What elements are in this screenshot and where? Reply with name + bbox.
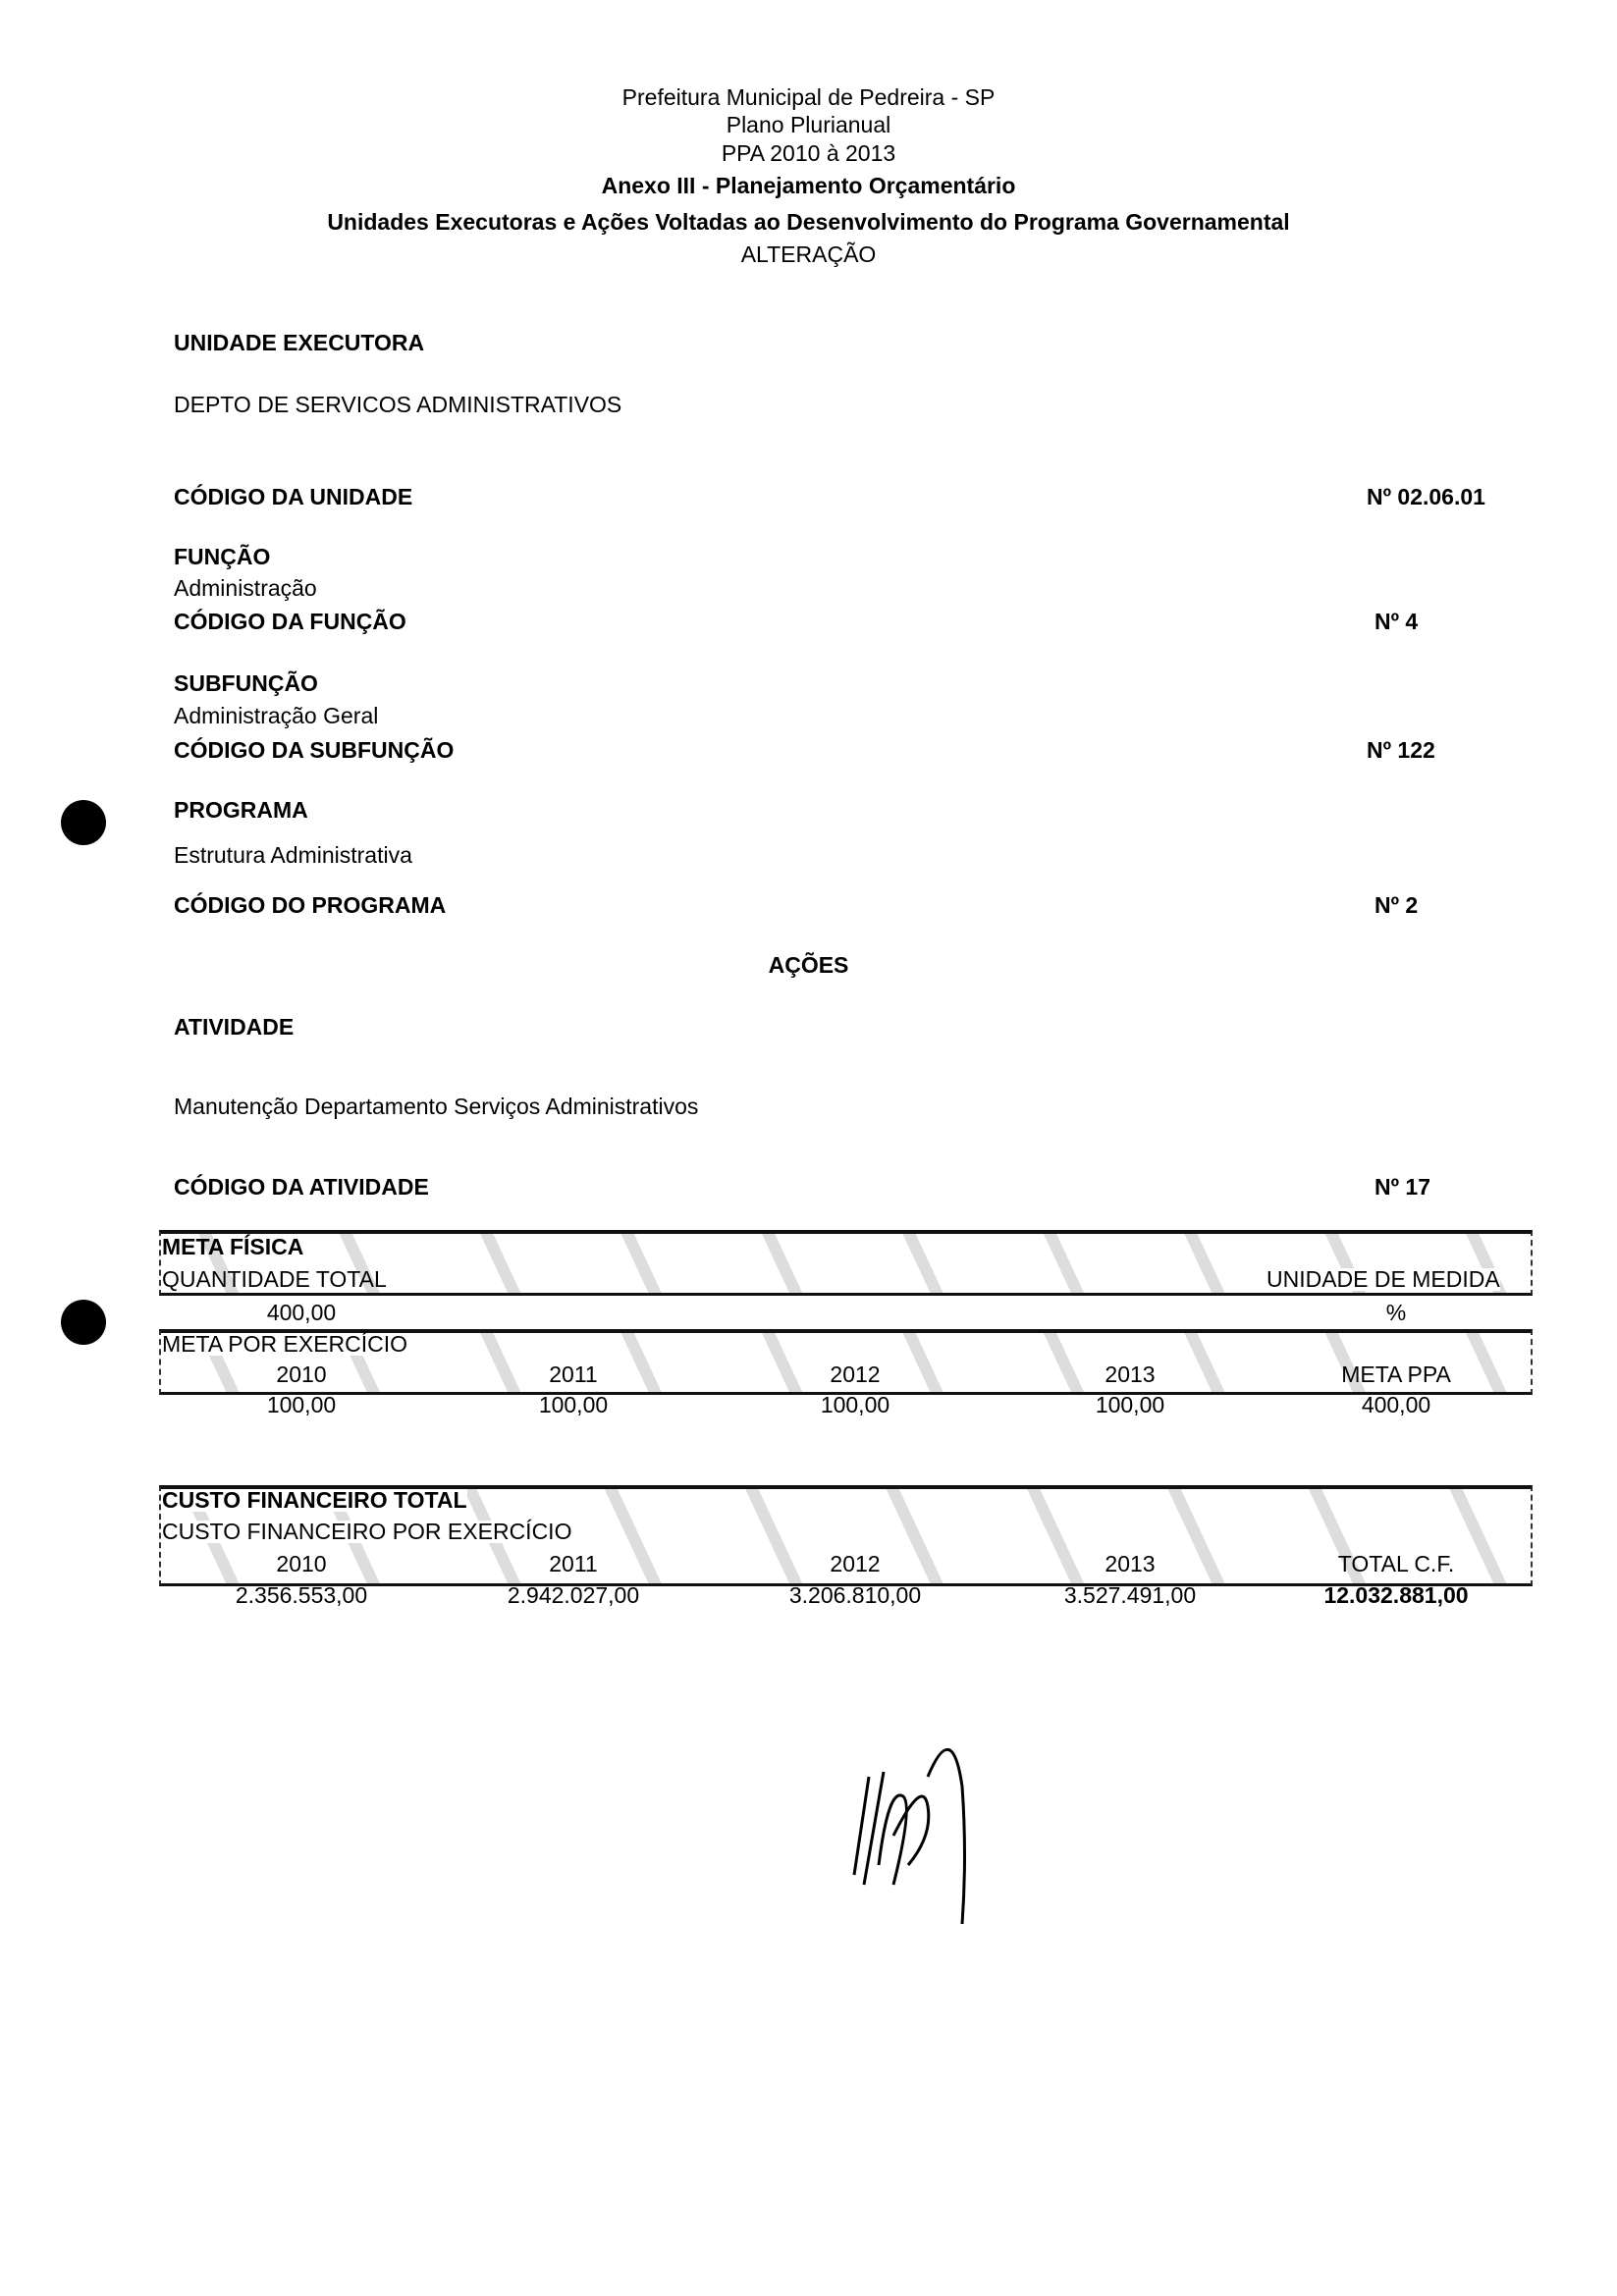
subfuncao-label: SUBFUNÇÃO (174, 670, 318, 696)
atividade-codigo-label: CÓDIGO DA ATIVIDADE (174, 1174, 429, 1200)
custo-value: 2.942.027,00 (507, 1582, 640, 1608)
punch-hole-icon (61, 1300, 106, 1345)
funcao-codigo-label: CÓDIGO DA FUNÇÃO (174, 609, 406, 634)
unidade-value: DEPTO DE SERVICOS ADMINISTRATIVOS (174, 392, 622, 417)
total-cf-label: TOTAL C.F. (1337, 1551, 1455, 1576)
total-cf-value: 12.032.881,00 (1323, 1582, 1469, 1608)
custo-value: 2.356.553,00 (235, 1582, 368, 1608)
unidade-codigo: Nº 02.06.01 (1367, 484, 1485, 509)
custo-total-title: CUSTO FINANCEIRO TOTAL (162, 1487, 467, 1513)
meta-year: 2012 (830, 1362, 881, 1387)
meta-fisica-title: META FÍSICA (162, 1234, 304, 1259)
header-line1: Prefeitura Municipal de Pedreira - SP (621, 84, 996, 110)
custo-year: 2013 (1105, 1551, 1156, 1576)
meta-year: 2010 (276, 1362, 327, 1387)
custo-value: 3.527.491,00 (1063, 1582, 1197, 1608)
custo-value: 3.206.810,00 (788, 1582, 922, 1608)
subfuncao-codigo-label: CÓDIGO DA SUBFUNÇÃO (174, 737, 455, 763)
meta-value: 100,00 (1095, 1392, 1165, 1417)
meta-ppa-value: 400,00 (1361, 1392, 1431, 1417)
header-line6: ALTERAÇÃO (740, 241, 877, 267)
subfuncao-value: Administração Geral (174, 703, 379, 728)
unidade-medida-label: UNIDADE DE MEDIDA (1267, 1266, 1500, 1292)
custo-year: 2011 (549, 1551, 598, 1576)
acoes-heading: AÇÕES (768, 952, 849, 978)
meta-por-exercicio-label: META POR EXERCÍCIO (162, 1331, 408, 1357)
funcao-label: FUNÇÃO (174, 544, 271, 569)
signature-icon (835, 1718, 992, 1934)
programa-codigo: Nº 2 (1374, 892, 1419, 918)
programa-value: Estrutura Administrativa (174, 842, 412, 868)
unidade-codigo-label: CÓDIGO DA UNIDADE (174, 484, 413, 509)
atividade-label: ATIVIDADE (174, 1014, 295, 1040)
header-line3: PPA 2010 à 2013 (721, 140, 896, 166)
meta-ppa-label: META PPA (1341, 1362, 1451, 1387)
subfuncao-codigo: Nº 122 (1367, 737, 1435, 763)
header-line5: Unidades Executoras e Ações Voltadas ao Desenvolvimento do Programa Governamental (327, 209, 1290, 235)
punch-hole-icon (61, 800, 106, 845)
atividade-value: Manutenção Departamento Serviços Administrativos (174, 1094, 699, 1119)
quantidade-total-value: 400,00 (266, 1300, 337, 1325)
meta-value: 100,00 (820, 1392, 890, 1417)
programa-label: PROGRAMA (174, 797, 308, 823)
unidade-label: UNIDADE EXECUTORA (174, 330, 425, 355)
meta-value: 100,00 (266, 1392, 337, 1417)
meta-year: 2013 (1105, 1362, 1156, 1387)
header-line4: Anexo III - Planejamento Orçamentário (601, 173, 1016, 198)
funcao-codigo: Nº 4 (1374, 609, 1419, 634)
custo-year: 2012 (830, 1551, 881, 1576)
custo-por-exercicio-label: CUSTO FINANCEIRO POR EXERCÍCIO (162, 1519, 572, 1544)
quantidade-total-label: QUANTIDADE TOTAL (162, 1266, 387, 1292)
unidade-medida-value: % (1385, 1300, 1407, 1325)
meta-year: 2011 (549, 1362, 598, 1387)
header-line2: Plano Plurianual (726, 112, 891, 137)
custo-year: 2010 (276, 1551, 327, 1576)
funcao-value: Administração (174, 575, 317, 601)
programa-codigo-label: CÓDIGO DO PROGRAMA (174, 892, 447, 918)
meta-value: 100,00 (538, 1392, 609, 1417)
atividade-codigo: Nº 17 (1374, 1174, 1430, 1200)
